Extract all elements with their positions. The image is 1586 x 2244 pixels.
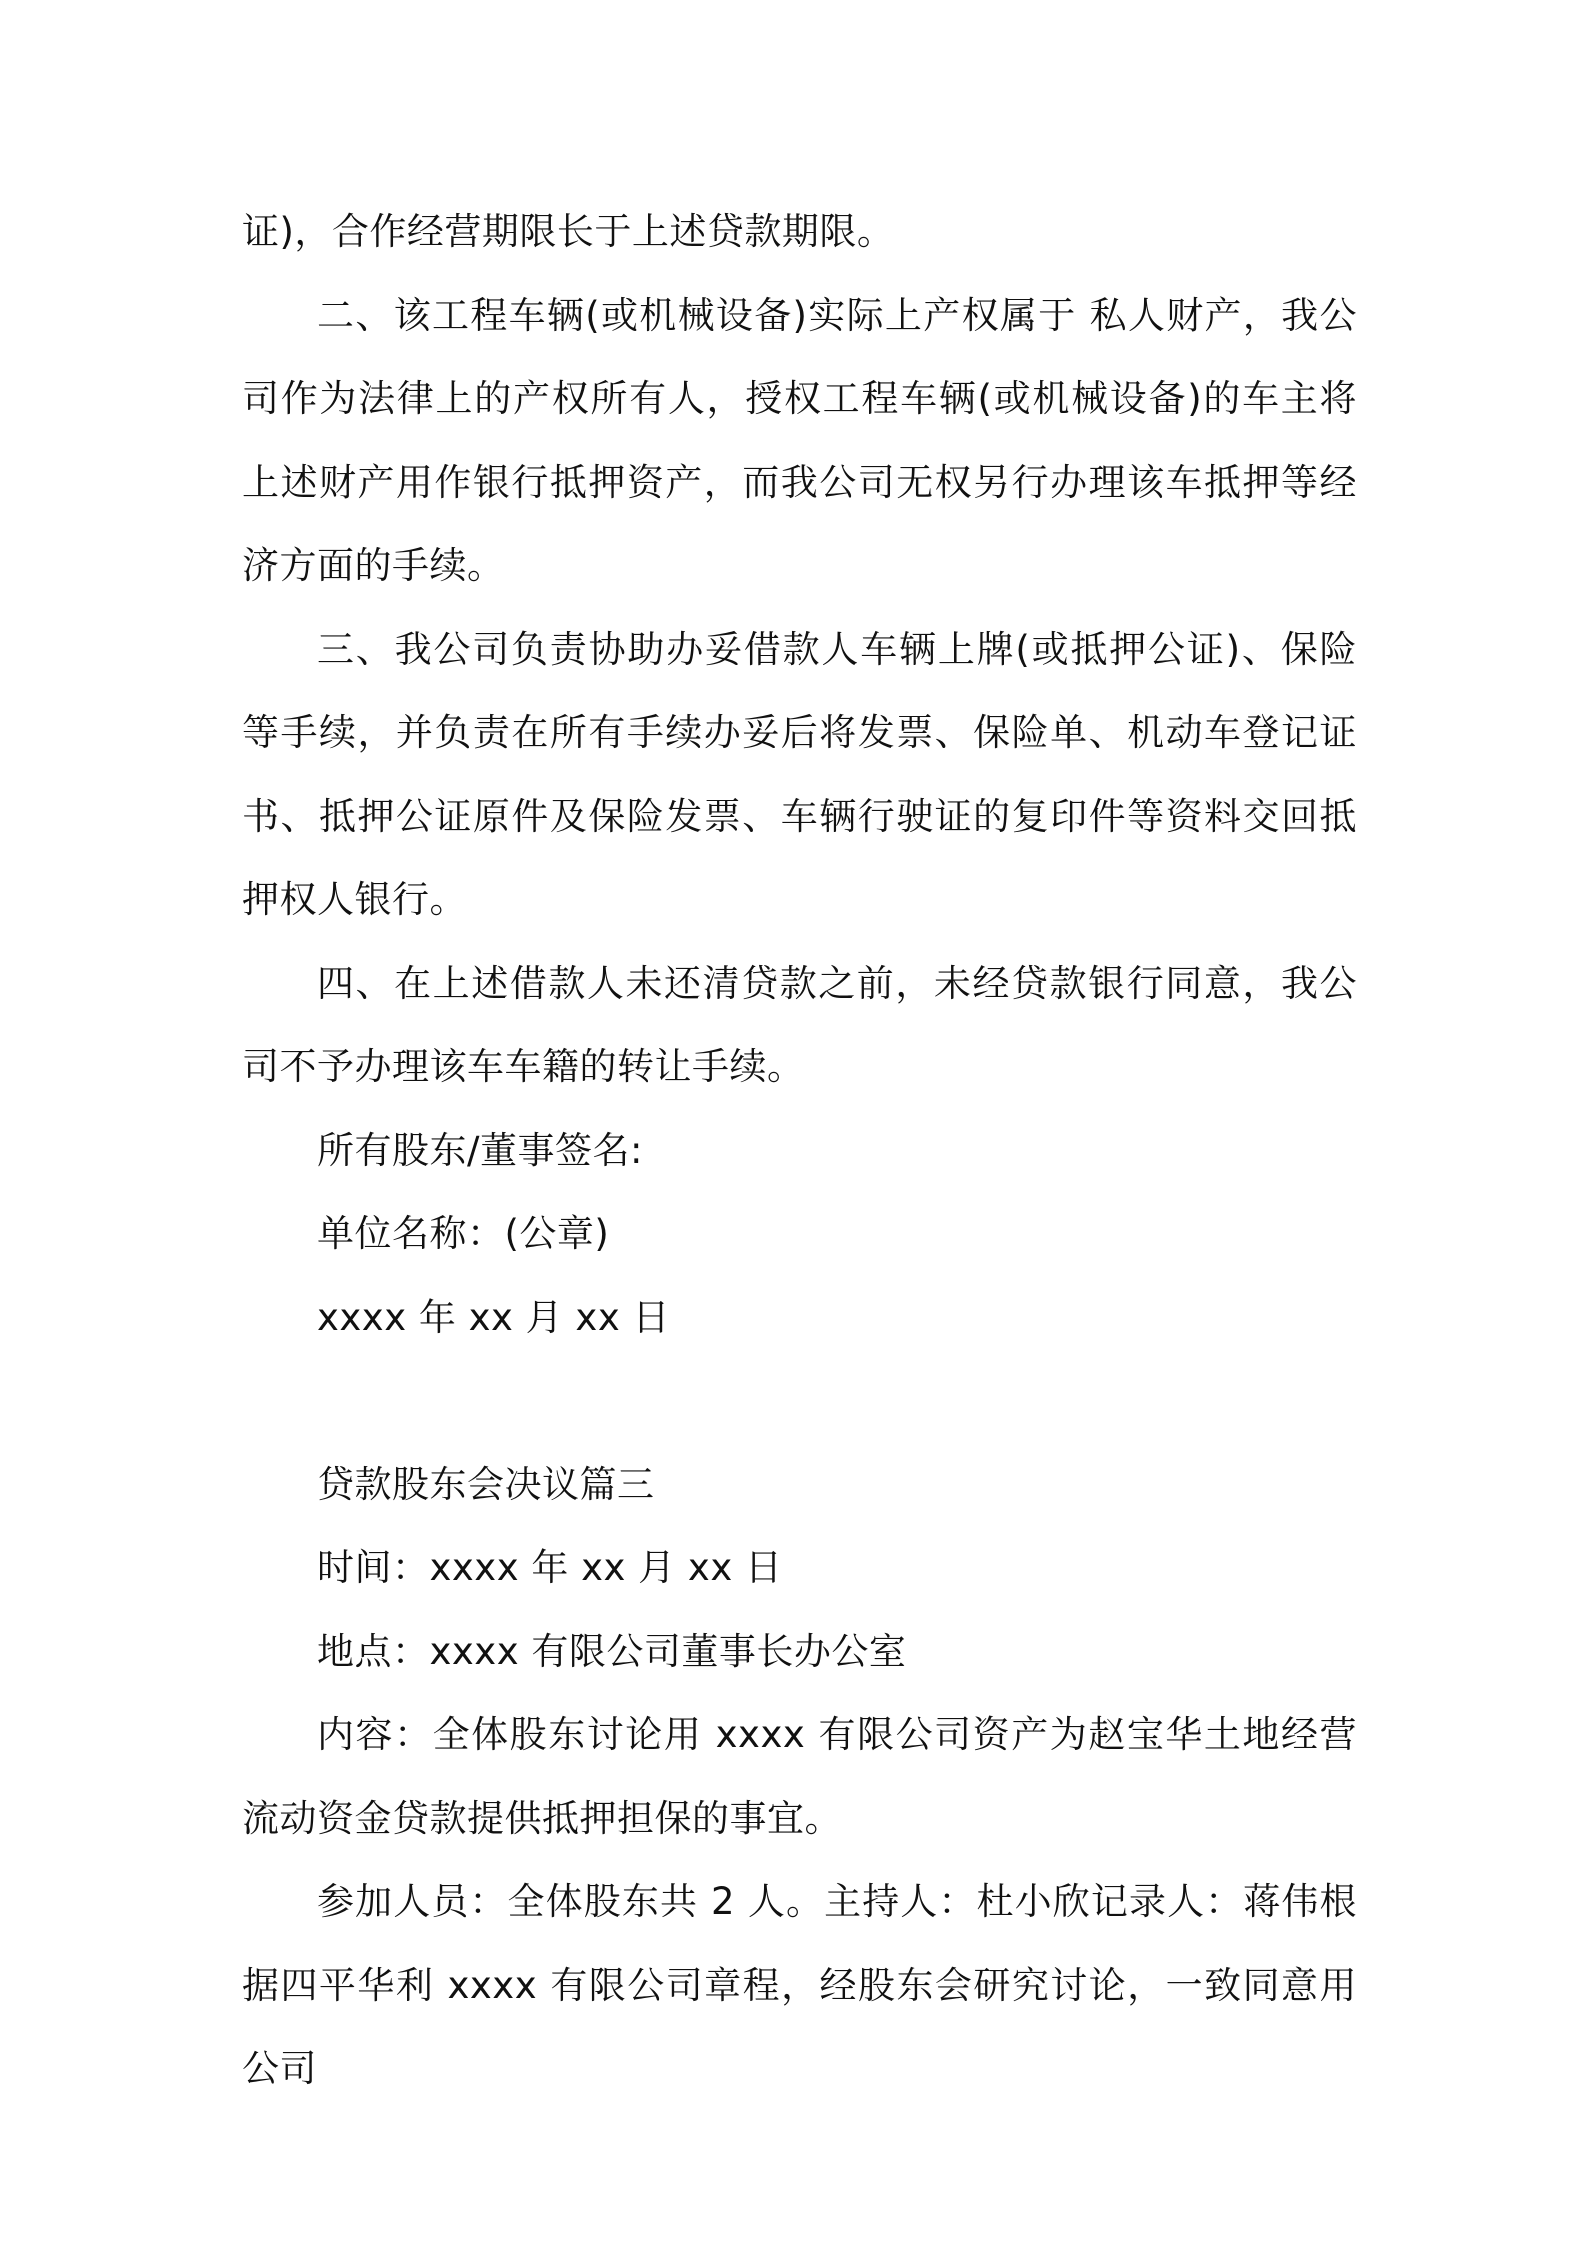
meeting-location: 地点：xxxx 有限公司董事长办公室 (317, 1629, 907, 1673)
signature-line: 所有股东/董事签名: (317, 1128, 643, 1172)
section-heading: 贷款股东会决议篇三 (317, 1462, 655, 1506)
meeting-participants: 参加人员：全体股东共 2 人。主持人：杜小欣记录人：蒋伟根据四平华利 xxxx 有限公司章程，经股东会研究讨论，一致同意用公司 (242, 1880, 1357, 2090)
meeting-content: 内容：全体股东讨论用 xxxx 有限公司资产为赵宝华土地经营流动资金贷款提供抵押担保的事宜。 (242, 1713, 1357, 1840)
section-spacer (242, 1359, 1357, 1443)
company-seal-line: 单位名称：(公章) (317, 1212, 610, 1255)
paragraph-continuation: 证)，合作经营期限长于上述贷款期限。 (242, 210, 895, 253)
paragraph-clause-2: 二、该工程车辆(或机械设备)实际上产权属于 私人财产，我公司作为法律上的产权所有人，授权工程车辆(或机械设备)的车主将上述财产用作银行抵押资产，而我公司无权另行办理该车抵押等经济方面的手续。 (242, 293, 1357, 587)
paragraph-clause-4: 四、在上述借款人未还清贷款之前，未经贷款银行同意，我公司不予办理该车车籍的转让手续。 (242, 961, 1357, 1088)
paragraph-clause-3: 三、我公司负责协助办妥借款人车辆上牌(或抵押公证)、保险等手续，并负责在所有手续办妥后将发票、保险单、机动车登记证书、抵押公证原件及保险发票、车辆行驶证的复印件等资料交回抵押权人银行。 (242, 627, 1357, 921)
document-body (242, 190, 1357, 2111)
meeting-time: 时间：xxxx 年 xx 月 xx 日 (317, 1546, 783, 1589)
date-line: xxxx 年 xx 月 xx 日 (317, 1295, 670, 1339)
